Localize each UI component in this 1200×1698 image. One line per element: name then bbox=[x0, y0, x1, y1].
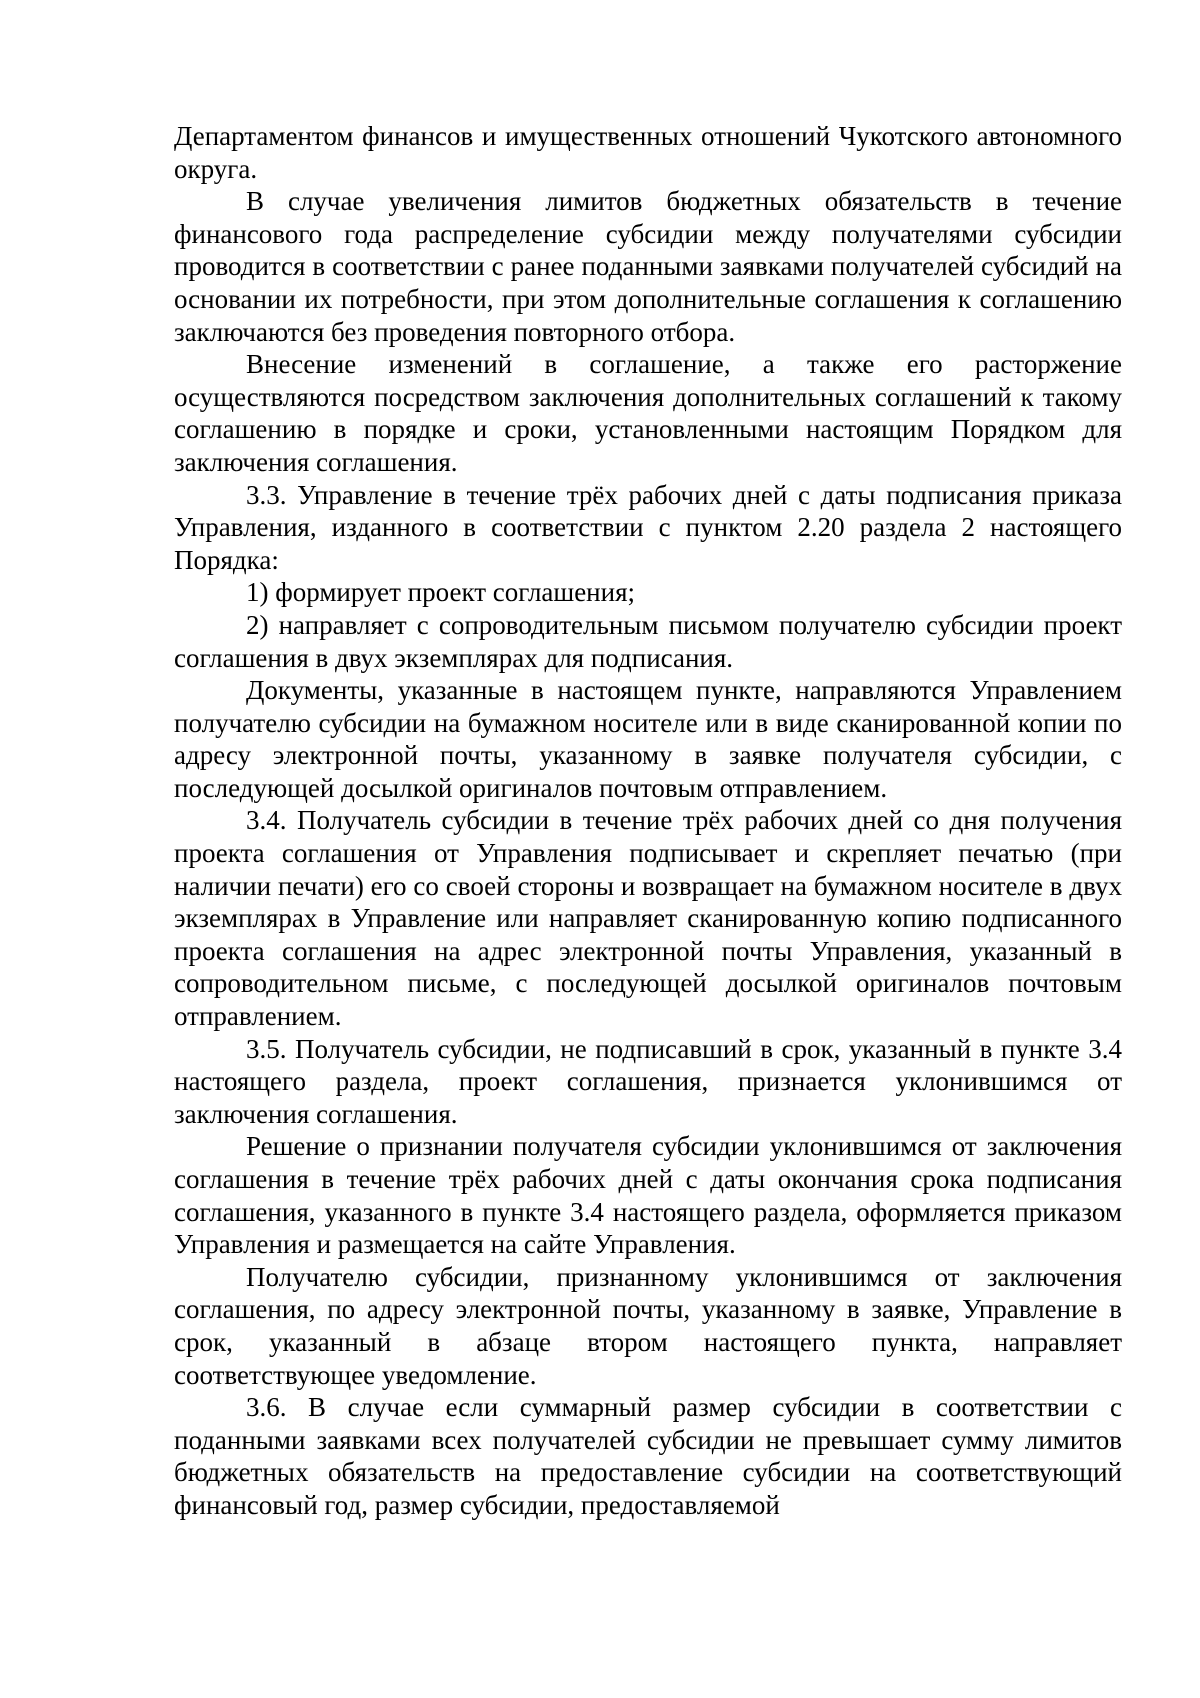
paragraph-3-3: 3.3. Управление в течение трёх рабочих дней с даты подписания приказа Управления, изданного в соответствии с пунктом 2.20 раздела 2 настоящего Порядка: bbox=[174, 479, 1122, 575]
paragraph-amendments: Внесение изменений в соглашение, а также его расторжение осуществляются посредством заключения дополнительных соглашений к такому соглашению в порядке и сроки, установленными настоящим Порядком для заключения соглашения. bbox=[174, 349, 1122, 477]
paragraph-3-6: 3.6. В случае если суммарный размер субсидии в соответствии с поданными заявками всех получателей субсидии не превышает сумму лимитов бюджетных обязательств на предоставление субсидии на соответствующий финансовый год, размер субсидии, предоставляемой bbox=[174, 1392, 1122, 1520]
paragraph-documents-delivery: Документы, указанные в настоящем пункте, направляются Управлением получателю субсидии на бумажном носителе или в виде сканированной копии по адресу электронной почты, указанному в заявке получателя субсидии, с последующей досылкой оригиналов почтовым отправлением. bbox=[174, 675, 1122, 803]
paragraph-3-5: 3.5. Получатель субсидии, не подписавший в срок, указанный в пункте 3.4 настоящего раздела, проект соглашения, признается уклонившимся от заключения соглашения. bbox=[174, 1033, 1122, 1129]
document-body bbox=[174, 120, 1122, 1522]
paragraph-continuation: Департаментом финансов и имущественных отношений Чукотского автономного округа. bbox=[174, 121, 1122, 184]
paragraph-evasion-decision: Решение о признании получателя субсидии уклонившимся от заключения соглашения в течение трёх рабочих дней с даты окончания срока подписания соглашения, указанного в пункте 3.4 настоящего раздела, оформляется приказом Управления и размещается на сайте Управления. bbox=[174, 1131, 1122, 1260]
paragraph-3-3-item-2: 2) направляет с сопроводительным письмом получателю субсидии проект соглашения в двух экземплярах для подписания. bbox=[174, 609, 1122, 673]
paragraph-3-4: 3.4. Получатель субсидии в течение трёх рабочих дней со дня получения проекта соглашения от Управления подписывает и скрепляет печатью (при наличии печати) его со своей стороны и возвращает на бумажном носителе в двух экземплярах в Управление или направляет сканированную копию подписанного проекта соглашения на адрес электронной почты Управления, указанный в сопроводительном письме, с последующей досылкой оригиналов почтовым отправлением. bbox=[174, 805, 1122, 1032]
paragraph-evasion-notice: Получателю субсидии, признанному уклонившимся от заключения соглашения, по адресу электронной почты, указанному в заявке, Управление в срок, указанный в абзаце втором настоящего пункта, направляет соответствующее уведомление. bbox=[174, 1261, 1122, 1390]
paragraph-3-3-item-1: 1) формирует проект соглашения; bbox=[246, 577, 635, 608]
paragraph-limits-increase: В случае увеличения лимитов бюджетных обязательств в течение финансового года распределение субсидии между получателями субсидии проводится в соответствии с ранее поданными заявками получателей субсидий на основании их потребности, при этом дополнительные соглашения к соглашению заключаются без проведения повторного отбора. bbox=[174, 186, 1122, 347]
